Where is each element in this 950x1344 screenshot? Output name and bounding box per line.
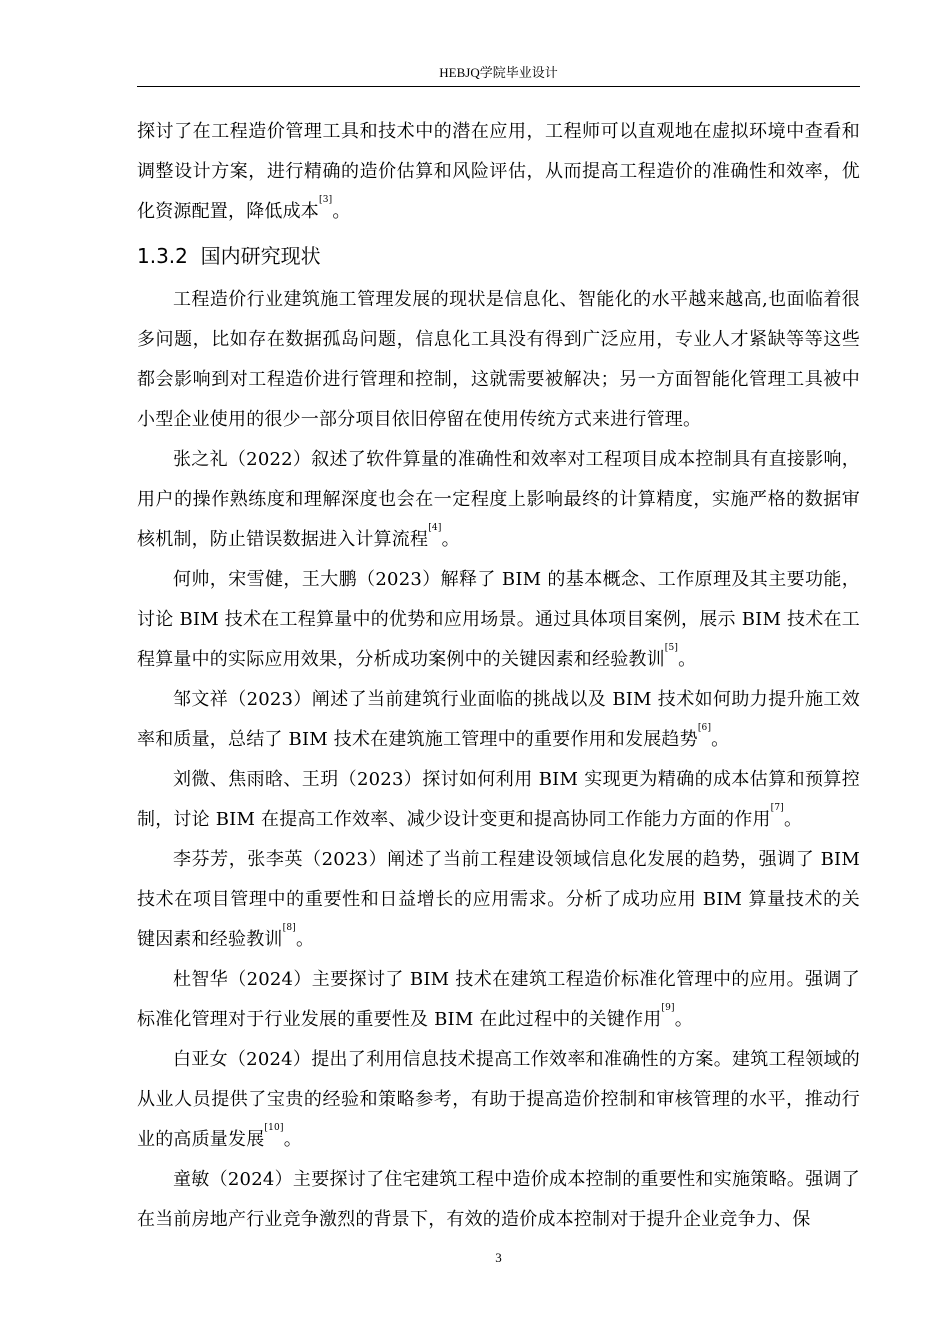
paragraph: 邹文祥（2023）阐述了当前建筑行业面临的挑战以及 BIM 技术如何助力提升施工效率和质量，总结了 BIM 技术在建筑施工管理中的重要作用和发展趋势[6]。 (137, 689, 860, 750)
paragraph: 张之礼（2022）叙述了软件算量的准确性和效率对工程项目成本控制具有直接影响，用户的操作熟练度和理解深度也会在一定程度上影响最终的计算精度，实施严格的数据审核机制，防止错误数据进入计算流程[4]。 (137, 449, 860, 550)
paragraph: 何帅，宋雪健，王大鹏（2023）解释了 BIM 的基本概念、工作原理及其主要功能，讨论 BIM 技术在工程算量中的优势和应用场景。通过具体项目案例，展示 BIM 技术在工程算量中的实际应用效果，分析成功案例中的关键因素和经验教训[5]。 (137, 569, 860, 670)
paragraph: 杜智华（2024）主要探讨了 BIM 技术在建筑工程造价标准化管理中的应用。强调了标准化管理对于行业发展的重要性及 BIM 在此过程中的关键作用[9]。 (137, 969, 860, 1030)
citation-ref[interactable]: [10] (264, 1123, 284, 1133)
page-number: 3 (495, 1250, 502, 1265)
paragraph: 刘微、焦雨晗、王玥（2023）探讨如何利用 BIM 实现更为精确的成本估算和预算控制，讨论 BIM 在提高工作效率、减少设计变更和提高协同工作能力方面的作用[7]。 (137, 769, 860, 830)
citation-ref[interactable]: [9] (661, 1003, 675, 1013)
page-header: HEBJQ学院毕业设计 (439, 65, 558, 80)
paragraph: 白亚女（2024）提出了利用信息技术提高工作效率和准确性的方案。建筑工程领域的从业人员提供了宝贵的经验和策略参考，有助于提高造价控制和审核管理的水平，推动行业的高质量发展[10]。 (137, 1049, 860, 1150)
citation-ref[interactable]: [7] (770, 803, 784, 813)
citation-ref[interactable]: [4] (428, 523, 442, 533)
section-heading (137, 232, 860, 280)
citation-ref[interactable]: [3] (319, 195, 333, 205)
paragraph: 童敏（2024）主要探讨了住宅建筑工程中造价成本控制的重要性和实施策略。强调了在当前房地产行业竞争激烈的背景下，有效的造价成本控制对于提升企业竞争力、保 (137, 1169, 860, 1230)
paragraph-continuation: 探讨了在工程造价管理工具和技术中的潜在应用，工程师可以直观地在虚拟环境中查看和调整设计方案，进行精确的造价估算和风险评估，从而提高工程造价的准确性和效率，优化资源配置，降低成本[3]。 (137, 121, 860, 222)
paragraph: 李芬芳，张李英（2023）阐述了当前工程建设领域信息化发展的趋势，强调了 BIM 技术在项目管理中的重要性和日益增长的应用需求。分析了成功应用 BIM 算量技术的关键因素和经验教训[8]。 (137, 849, 860, 950)
citation-ref[interactable]: [5] (664, 643, 679, 653)
paragraph: 工程造价行业建筑施工管理发展的现状是信息化、智能化的水平越来越高,也面临着很多问题，比如存在数据孤岛问题，信息化工具没有得到广泛应用，专业人才紧缺等等这些都会影响到对工程造价进行管理和控制，这就需要被解决；另一方面智能化管理工具被中小型企业使用的很少一部分项目依旧停留在使用传统方式来进行管理。 (137, 289, 860, 430)
citation-ref[interactable]: [8] (282, 923, 296, 933)
page-body (137, 112, 860, 1240)
section-title: 国内研究现状 (200, 244, 321, 268)
citation-ref[interactable]: [6] (697, 723, 712, 733)
section-number: 1.3.2 (137, 244, 188, 268)
header-divider (137, 86, 860, 87)
